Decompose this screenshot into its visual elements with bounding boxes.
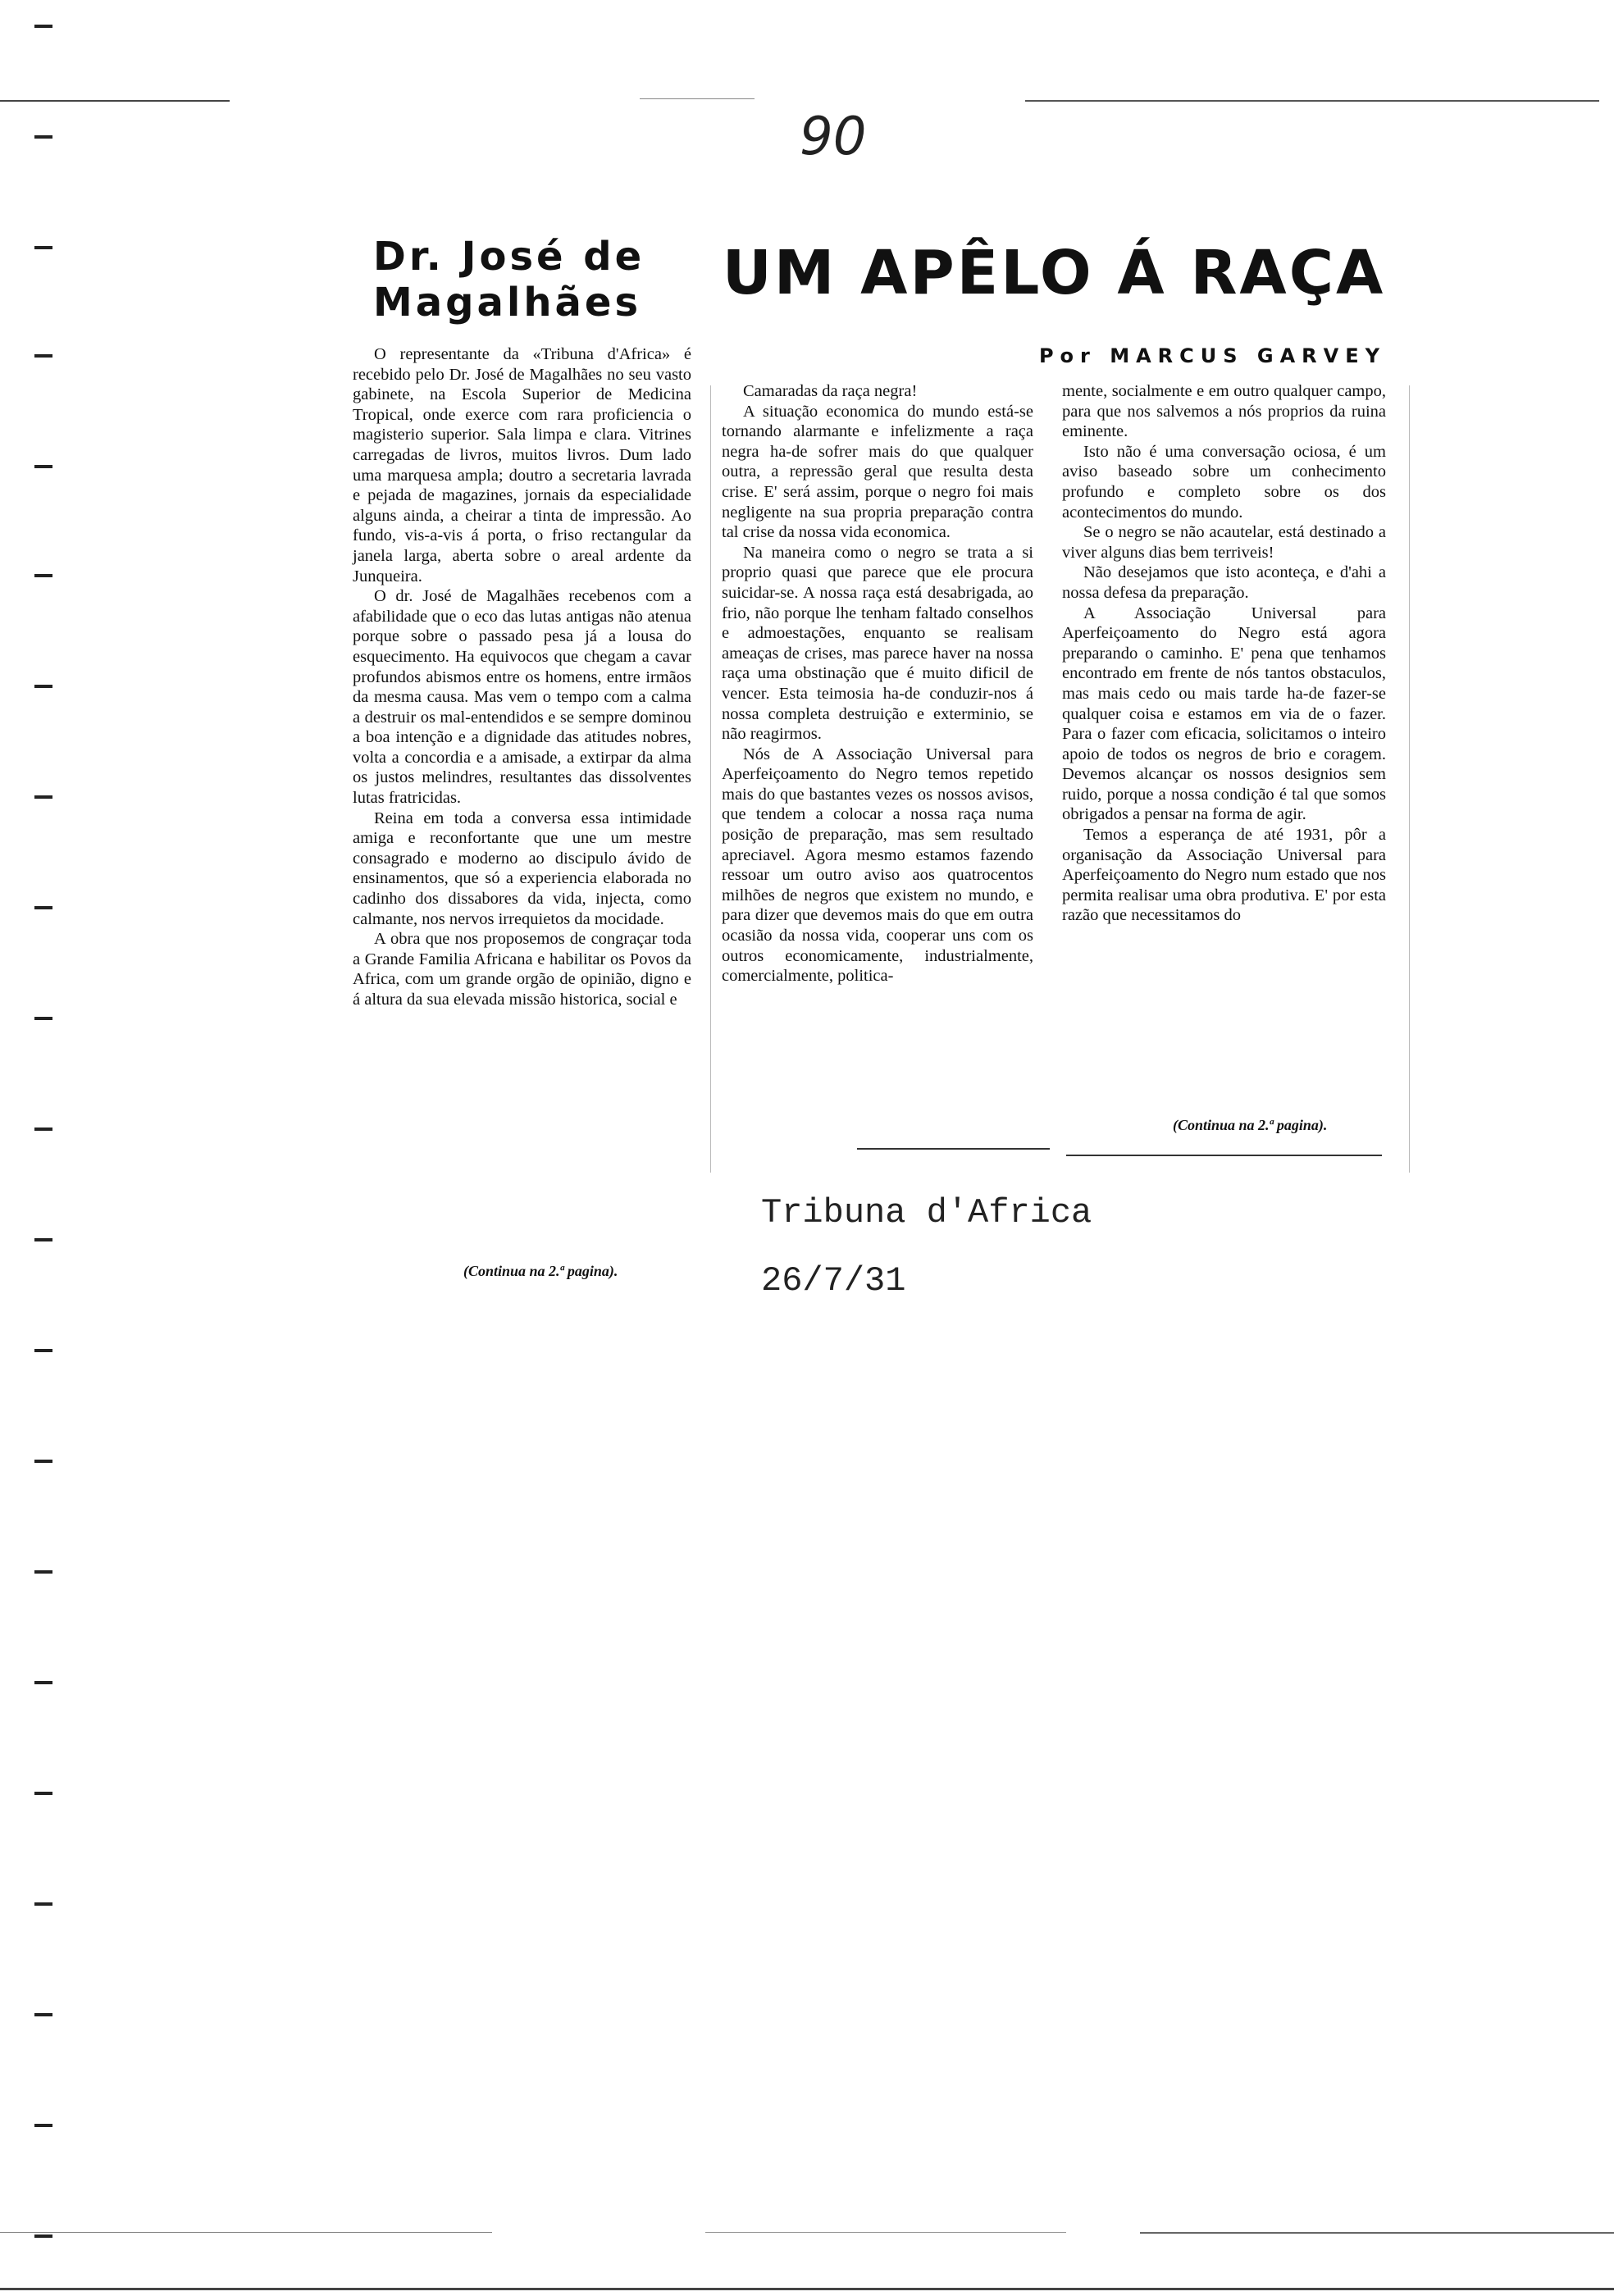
margin-mark xyxy=(34,1017,52,1020)
left-title-line2: Magalhães xyxy=(373,280,642,326)
left-continued-note: (Continua na 2.ª pagina). xyxy=(463,1263,618,1279)
column-divider xyxy=(710,385,711,1173)
right-paragraph: mente, socialmente e em outro qualquer campo, para que nos salvemos a nós proprios da ruina eminente. xyxy=(1062,382,1386,441)
scan-edge-line xyxy=(640,98,755,99)
scan-edge-line xyxy=(0,2232,492,2233)
margin-mark xyxy=(34,1902,52,1906)
scan-edge-line xyxy=(1140,2232,1614,2234)
right-article-column-1 xyxy=(722,381,1033,986)
margin-mark xyxy=(34,906,52,909)
margin-mark xyxy=(34,795,52,799)
article-rule xyxy=(1066,1155,1382,1156)
margin-mark xyxy=(34,2013,52,2016)
right-paragraph: Nós de A Associação Universal para Aperfeiçoamento do Negro temos repetido mais do que bastantes vezes os nossos avisos, que tendem a colocar a nossa raça numa posição de preparação, mas sem resultado apreciavel. Agora mesmo estamos fazendo ressoar um outro aviso aos quatrocentos milhões de negros que existem no mundo, e para dizer que devemos mais do que em outra ocasião da nossa vida, cooperar uns com os outros economicamente, industrialmente, comercialmente, politica- xyxy=(722,745,1033,986)
margin-mark xyxy=(34,1238,52,1241)
margin-mark xyxy=(34,574,52,577)
margin-mark xyxy=(34,354,52,358)
page-number: 90 xyxy=(800,107,867,167)
scan-edge-line xyxy=(705,2232,1066,2233)
right-article-column-2 xyxy=(1062,381,1386,926)
margin-mark xyxy=(34,685,52,688)
margin-mark xyxy=(34,1128,52,1131)
right-paragraph: Temos a esperança de até 1931, pôr a organisação da Associação Universal para Aperfeiçoamento do Negro num estado que nos permita realisar uma obra produtiva. E' por esta razão que necessitamos do xyxy=(1062,826,1386,925)
right-paragraph: A Associação Universal para Aperfeiçoamento do Negro está agora preparando o caminho. E' pena que tenhamos encontrado em frente de nós tantos obstaculos, mas mais cedo ou mais tarde ha-de fazer-se qualquer coisa e estamos em via de o fazer. Para o fazer com eficacia, solicitamos o inteiro apoio de todos os negros de brio e coragem. Devemos alcançar os nossos designios sem ruido, porque a nossa condição é tal que somos obrigados a pensar na forma de agir. xyxy=(1062,604,1386,824)
margin-mark xyxy=(34,246,52,249)
right-paragraph: Não desejamos que isto aconteça, e d'ahi a nossa defesa da preparação. xyxy=(1062,563,1386,602)
margin-mark xyxy=(34,2124,52,2127)
margin-mark xyxy=(34,1460,52,1463)
column-divider xyxy=(1409,385,1410,1173)
margin-mark xyxy=(34,465,52,468)
left-paragraph: A obra que nos proposemos de congraçar toda a Grande Familia Africana e habilitar os Povos da Africa, com um grande orgão de opinião, digno e á altura da sua elevada missão historica, social e xyxy=(353,930,691,1009)
right-paragraph: Isto não é uma conversação ociosa, é um aviso baseado sobre um conhecimento profundo e completo sobre os dos acontecimentos do mundo. xyxy=(1062,442,1386,522)
margin-mark xyxy=(34,25,52,28)
right-paragraph: Se o negro se não acautelar, está destinado a viver alguns dias bem terriveis! xyxy=(1062,523,1386,562)
date-stamp: 26/7/31 xyxy=(761,1261,906,1301)
margin-mark xyxy=(34,1681,52,1684)
left-paragraph: O dr. José de Magalhães recebenos com a afabilidade que o eco das lutas antigas não atenua porque sobre o passado pesa já a lousa do esquecimento. Ha equivocos que chegam a cavar profundos abismos entre os homens, entre irmãos da mesma causa. Mas vem o tempo com a calma a destruir os mal-entendidos e se sempre dominou a boa intenção e a dignidade das atitudes nobres, volta a concordia e a amisade, a extirpar da alma os justos melindres, resultantes das dissolventes lutas fratricidas. xyxy=(353,587,691,808)
scan-edge-line xyxy=(1025,100,1599,102)
margin-mark xyxy=(34,1570,52,1574)
right-paragraph: A situação economica do mundo está-se tornando alarmante e infelizmente a raça negra ha-de sofrer mais do que qualquer outra, a repressão geral que resulta desta crise. E' será assim, porque o negro foi mais negligente na sua propria preparação contra tal crise da nossa vida economica. xyxy=(722,402,1033,542)
right-paragraph: Na maneira como o negro se trata a si proprio quasi que parece que ele procura suicidar-se. A nossa raça está desabrigada, ao frio, não porque lhe tenham faltado conselhos e admoestações, enquanto se realisam ameaças de crises, mas parece haver na nossa raça uma obstinação que é muito dificil de vencer. Esta teimosia ha-de conduzir-nos á nossa completa destruição e exterminio, se não reagirmos. xyxy=(722,543,1033,744)
margin-mark xyxy=(34,135,52,139)
margin-mark xyxy=(34,1792,52,1795)
left-article-column xyxy=(353,344,691,1010)
scan-edge-line xyxy=(0,100,230,102)
left-paragraph: Reina em toda a conversa essa intimidade amiga e reconfortante que une um mestre consagrado e moderno ao discipulo ávido de ensinamentos, que só a experiencia elaborada no cadinho dos dissabores da vida, injecta, como calmante, nos nervos irrequietos da mocidade. xyxy=(353,809,691,928)
byline: Por MARCUS GARVEY xyxy=(1038,344,1386,367)
right-paragraph: Camaradas da raça negra! xyxy=(743,382,918,400)
margin-mark xyxy=(34,1349,52,1352)
scan-edge-line xyxy=(0,2288,1614,2290)
left-title-line1: Dr. José de xyxy=(373,234,645,280)
left-paragraph: O representante da «Tribuna d'Africa» é recebido pelo Dr. José de Magalhães no seu vasto gabinete, na Escola Superior de Medicina Tropical, onde exerce com rara proficiencia o magisterio superior. Sala limpa e clara. Vitrines carregadas de livros, muitos livros. Dum lado uma marquesa ampla; doutro a secretaria lavrada e pejada de magazines, jornais da especialidade alguns ainda, a cheirar a tinta de impressão. Ao fundo, vis-a-vis á porta, o friso rectangular da janela larga, aberta sobre o areal ardente da Junqueira. xyxy=(353,345,691,585)
margin-mark xyxy=(34,2234,52,2238)
source-stamp: Tribuna d'Africa xyxy=(761,1193,1092,1232)
article-rule xyxy=(857,1148,1050,1150)
main-article-title: UM APÊLO Á RAÇA xyxy=(722,238,1386,308)
right-continued-note: (Continua na 2.ª pagina). xyxy=(1173,1117,1328,1133)
left-article-title xyxy=(373,234,693,326)
